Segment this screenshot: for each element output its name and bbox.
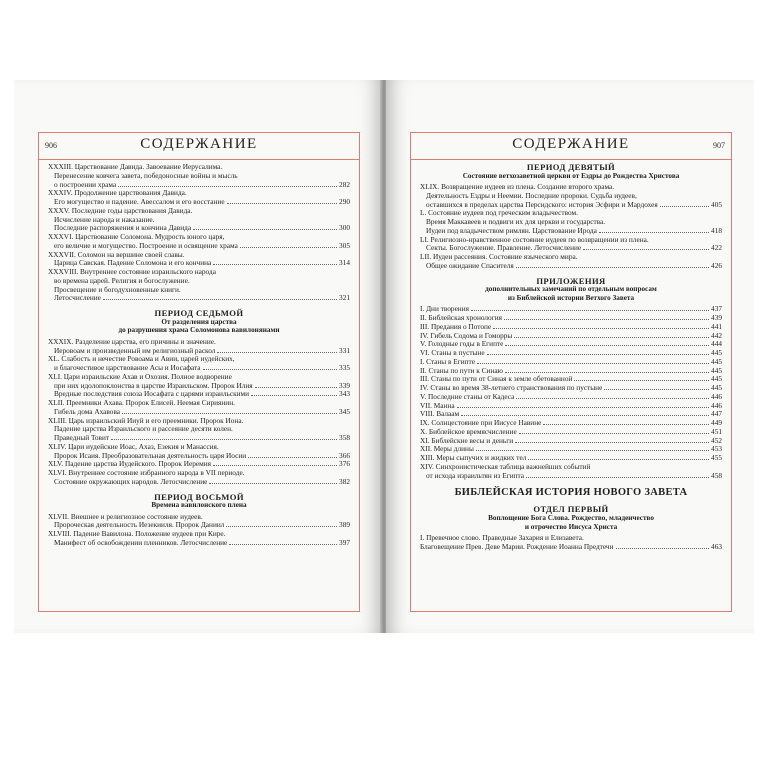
toc-line: Исчисление народа и наказание.	[54, 215, 155, 224]
toc-entry	[420, 262, 722, 271]
toc-entry	[48, 539, 350, 548]
section-heading	[48, 309, 350, 335]
toc-entry-text: VII. Манна	[420, 401, 455, 410]
dot-leader	[604, 389, 709, 390]
toc-entry-text: XLV. Падение царства Иудейского. Пророк Иеремия	[48, 460, 211, 469]
dot-leader	[516, 398, 709, 399]
toc-page-number: 445	[711, 348, 722, 358]
toc-page-number: 345	[339, 406, 350, 416]
toc-entry-text: от исхода израильтян из Египта	[426, 471, 525, 480]
toc-page-number: 389	[339, 520, 350, 530]
toc-page-number: 321	[339, 293, 350, 303]
dot-leader	[251, 395, 337, 396]
toc-entry	[48, 390, 350, 399]
dot-leader	[493, 328, 709, 329]
left-page-title: СОДЕРЖАНИЕ	[140, 136, 258, 152]
toc-entry	[420, 367, 722, 376]
toc-line: XLII. Преемники Ахава. Пророк Елисей. Неемая Сириянин.	[48, 399, 235, 408]
toc-entry-text: Царица Савская. Падение Соломона и его кончина	[54, 259, 212, 268]
toc-entry-text: и благочестивое царствование Асы и Иосафата	[54, 364, 201, 373]
section-subtitle: Времена вавилонского плена	[151, 501, 247, 510]
toc-entry	[48, 460, 350, 469]
toc-page-number: 439	[711, 313, 722, 323]
toc-entry-text: Секты. Богослужение. Правление. Летосчисление	[426, 244, 582, 253]
dot-leader	[487, 354, 709, 355]
toc-entry-text: его величие и могущество. Построение и освящение храма	[54, 241, 238, 250]
dot-leader	[477, 363, 709, 364]
toc-entry-text: Гибель дома Ахавова	[54, 407, 121, 416]
toc-entry	[420, 454, 722, 463]
section-heading	[420, 505, 722, 531]
section-title: ПЕРИОД ДЕВЯТЫЙ	[526, 162, 616, 172]
section-title: ПЕРИОД ВОСЬМОЙ	[154, 491, 244, 502]
toc-line: XLIII. Царь израильский Ииуй и его преемники. Пророк Иона.	[48, 416, 244, 425]
toc-entry	[48, 347, 350, 356]
toc-line: Перенесение ковчега завета, победоносные войны и мысль	[54, 171, 238, 180]
toc-page-number: 405	[711, 199, 722, 209]
toc-line: XLIX. Возвращение иудеев из плена. Создание второго храма.	[420, 183, 615, 192]
toc-line: XXXVIII. Внутреннее состояние израильского народа	[48, 268, 216, 276]
toc-line: I. Превечное слово. Праведные Захария и Елизавета.	[420, 534, 584, 543]
toc-page-number: 437	[711, 304, 722, 314]
toc-entry	[48, 478, 350, 487]
toc-entry	[420, 332, 722, 341]
toc-page-number: 422	[711, 243, 722, 253]
toc-entry	[48, 294, 350, 303]
toc-page-number: 376	[339, 459, 350, 469]
toc-page-number: 426	[711, 260, 722, 270]
toc-entry	[420, 393, 722, 402]
toc-line: L. Состояние иудеев под греческим владычеством.	[420, 209, 578, 218]
dot-leader	[217, 352, 337, 353]
toc-entry	[420, 314, 722, 323]
right-page	[386, 80, 754, 633]
toc-line: LI. Религиозно-нравственное состояние иудеев по возвращении из плена.	[420, 235, 649, 244]
toc-entry	[48, 224, 350, 233]
toc-entry-text: III. Предания о Потопе	[420, 322, 492, 331]
section-title: ОТДЕЛ ПЕРВЫЙ	[533, 504, 609, 515]
section-subtitle: из Библейской истории Ветхого Завета	[507, 293, 635, 302]
section-subtitle: Состояние ветхозаветной церкви от Ездры до Рождества Христова	[462, 171, 680, 180]
dot-leader	[213, 264, 337, 265]
toc-entry-text: II. Станы по пути к Синаю	[420, 366, 504, 375]
toc-entry-text: Летосчисление	[54, 294, 101, 303]
section-subtitle: до разрушения храма Соломонова вавилонянами	[118, 326, 280, 335]
toc-entry-text: V. Последние станы от Кадеса	[420, 392, 515, 401]
toc-page-number: 382	[339, 476, 350, 486]
section-heading	[420, 486, 722, 499]
dot-leader	[476, 450, 709, 451]
dot-leader	[519, 433, 709, 434]
left-toc-content	[48, 163, 350, 548]
toc-page-number: 343	[339, 389, 350, 399]
section-subtitle: От разделения царства	[161, 317, 237, 326]
toc-entry-text: XI. Библейские весы и деньги	[420, 436, 514, 445]
toc-entry-text: VIII. Валаам	[420, 410, 460, 419]
toc-page-number: 458	[711, 470, 722, 480]
right-page-frame	[410, 132, 732, 612]
section-subtitle: Воплощение Бога Слова. Рождество, младенчество	[488, 514, 654, 523]
toc-entry-text: X. Библейское времясчисление	[420, 427, 517, 436]
toc-entry-text: VI. Станы в пустыне	[420, 349, 485, 358]
toc-page-number: 331	[339, 345, 350, 355]
left-page-number: 906	[45, 141, 57, 150]
toc-entry	[420, 419, 722, 428]
toc-entry-text: Последние распоряжения и кончина Давида	[54, 224, 192, 233]
toc-line: XLVIII. Падение Вавилона. Положение иудеев при Кире.	[48, 530, 226, 539]
toc-entry-text: IV. Станы во время 38-летнего странствования по пустыне	[420, 384, 603, 393]
dot-leader	[226, 526, 337, 527]
toc-entry	[420, 410, 722, 419]
toc-line: XXXIV. Продолжение царствования Давида.	[48, 189, 187, 198]
toc-entry-text: I. Дни творения	[420, 305, 469, 314]
section-title: ПРИЛОЖЕНИЯ	[536, 275, 606, 286]
dot-leader	[111, 439, 337, 440]
dot-leader	[248, 457, 337, 458]
dot-leader	[255, 387, 337, 388]
dot-leader	[471, 310, 709, 311]
dot-leader	[660, 206, 709, 207]
dot-leader	[516, 267, 709, 268]
toc-entry-text: о построении храма	[54, 180, 117, 189]
toc-page-number: 300	[339, 223, 350, 233]
toc-entry	[420, 472, 722, 481]
section-heading	[420, 163, 722, 180]
toc-page-number: 397	[339, 537, 350, 547]
dot-leader	[543, 424, 709, 425]
dot-leader	[118, 186, 337, 187]
toc-line: XXXVII. Соломон на вершине своей славы.	[48, 250, 185, 259]
section-heading	[420, 277, 722, 303]
toc-line: XLVII. Внешнее и религиозное состояние иудеев.	[48, 512, 203, 521]
dot-leader	[229, 544, 337, 545]
dot-leader	[461, 415, 709, 416]
toc-entry	[48, 198, 350, 207]
toc-line: XL. Слабость и нечестие Ровоама и Авии, царей иудейских,	[48, 355, 235, 364]
toc-entry	[420, 543, 722, 552]
toc-entry-text: I. Станы в Египте	[420, 357, 475, 366]
toc-entry	[420, 437, 722, 446]
toc-page-number: 453	[711, 444, 722, 454]
section-title: ПЕРИОД СЕДЬМОЙ	[154, 308, 244, 318]
toc-entry-text: Состояние окружающих народов. Летосчисление	[54, 477, 208, 486]
section-subtitle: и отрочество Иисуса Христа	[524, 522, 618, 531]
toc-entry-text: IX. Солнцестояние при Иисусе Навине	[420, 419, 542, 428]
toc-page-number: 445	[711, 365, 722, 375]
toc-entry-text: Манифест об освобождении пленников. Летосчисление	[54, 538, 228, 547]
toc-entry	[48, 181, 350, 190]
toc-line: XXXVI. Царствование Соломона. Мудрость юного царя,	[48, 233, 225, 241]
left-page	[14, 80, 382, 633]
toc-line: Деятельность Ездры и Неемии. Последние пророки. Судьба иудеев,	[426, 191, 637, 200]
toc-entry	[420, 340, 722, 349]
toc-entry-text: V. Голодные годы в Египте	[420, 340, 504, 349]
dot-leader	[122, 413, 337, 414]
toc-entry	[420, 445, 722, 454]
toc-entry-text: оставшихся в пределах царства Персидского: история Эсфири и Мардохея	[426, 200, 658, 209]
dot-leader	[574, 380, 709, 381]
toc-page-number: 358	[339, 433, 350, 443]
dot-leader	[505, 345, 709, 346]
toc-line: Время Маккавеев и подвиги их для церкви и государства.	[426, 218, 606, 227]
toc-entry	[420, 349, 722, 358]
dot-leader	[227, 203, 337, 204]
dot-leader	[209, 483, 337, 484]
section-title: БИБЛЕЙСКАЯ ИСТОРИЯ НОВОГО ЗАВЕТА	[454, 487, 688, 499]
toc-entry-text: XIII. Меры сыпучих и жидких тел	[420, 454, 527, 463]
dot-leader	[203, 369, 338, 370]
section-heading	[48, 493, 350, 510]
toc-entry-text: Иудеи под владычеством римлян. Царствование Ирода	[426, 226, 597, 235]
dot-leader	[457, 407, 709, 408]
toc-entry	[420, 358, 722, 367]
toc-line: XXXIII. Царствование Давида. Завоевание Иерусалима.	[48, 163, 223, 171]
dot-leader	[103, 299, 337, 300]
toc-page-number: 290	[339, 197, 350, 206]
toc-line: XXXV. Последние годы царствования Давида.	[48, 206, 193, 215]
toc-entry	[420, 428, 722, 437]
right-page-number: 907	[713, 141, 725, 150]
toc-entry-text: при них идолопоклонства в царстве Израильском. Пророк Илия	[54, 381, 253, 390]
toc-page-number: 314	[339, 258, 350, 268]
toc-page-number: 463	[711, 542, 722, 551]
toc-entry	[420, 384, 722, 393]
toc-entry-text: Праведный Товит	[54, 434, 110, 443]
toc-page-number: 452	[711, 435, 722, 445]
toc-entry-text: Пророческая деятельность Иезекииля. Пророк Даниил	[54, 521, 225, 530]
toc-entry-text: IV. Гибель Содома и Гоморры	[420, 331, 513, 340]
toc-line: XLI. Цари израильские Ахав и Охозия. Полное водворение	[48, 372, 232, 381]
toc-entry-text: Вредные последствия союза Иосафата с царями израильскими	[54, 390, 250, 399]
toc-entry-text: III. Станы по пути от Синая к земле обетованной	[420, 375, 573, 384]
toc-page-number: 447	[711, 409, 722, 419]
toc-entry	[420, 244, 722, 253]
open-book	[14, 80, 754, 633]
toc-page-number: 305	[339, 240, 350, 250]
right-page-header	[411, 133, 731, 160]
dot-leader	[583, 249, 709, 250]
toc-page-number: 418	[711, 225, 722, 235]
toc-line: Падение царства Израильского и рассеяние десяти колен.	[54, 425, 233, 434]
left-page-frame	[38, 132, 360, 612]
toc-entry	[48, 382, 350, 391]
dot-leader	[526, 477, 709, 478]
toc-entry-text: Общее ожидание Спасителя	[426, 261, 514, 270]
toc-entry	[420, 201, 722, 210]
toc-page-number: 339	[339, 380, 350, 390]
toc-entry-text: II. Библейская хронология	[420, 314, 502, 323]
section-subtitle: дополнительных замечаний по отдельным вопросам	[485, 285, 657, 294]
toc-entry-text: Пророк Исаия. Преобразовательная деятельность царя Иосии	[54, 451, 247, 460]
toc-page-number: 445	[711, 356, 722, 366]
toc-entry	[420, 227, 722, 236]
toc-line: XLVI. Внутреннее состояние избранного народа в VII периоде.	[48, 469, 245, 478]
dot-leader	[213, 465, 337, 466]
dot-leader	[599, 232, 709, 233]
toc-entry	[48, 521, 350, 530]
toc-entry-text: XII. Меры длины	[420, 445, 474, 454]
toc-line: LII. Иудеи рассеяния. Состояние языческого мира.	[420, 253, 578, 262]
toc-entry-text: Его могущество и падение. Авессалом и его восстание	[54, 198, 225, 206]
dot-leader	[616, 548, 710, 549]
dot-leader	[240, 247, 337, 248]
toc-page-number: 446	[711, 391, 722, 401]
toc-entry	[420, 305, 722, 314]
toc-entry	[48, 242, 350, 251]
toc-page-number: 282	[339, 179, 350, 189]
toc-entry	[420, 402, 722, 411]
toc-entry	[48, 408, 350, 417]
toc-entry	[420, 323, 722, 332]
toc-page-number: 366	[339, 450, 350, 460]
toc-entry-text: Благовещение Прев. Деве Марии. Рождение Иоанна Предтечи	[420, 543, 614, 551]
toc-page-number: 335	[339, 363, 350, 373]
right-toc-content	[420, 163, 722, 552]
toc-line: во времена царей. Религия и богослужение.	[54, 276, 190, 285]
dot-leader	[515, 442, 709, 443]
toc-entry-text: Иеровоам и произведенный им религиозный раскол	[54, 346, 216, 355]
toc-page-number: 445	[711, 374, 722, 384]
toc-line: Просвещение и богодухновенные книги.	[54, 285, 181, 294]
toc-entry	[420, 375, 722, 384]
dot-leader	[528, 459, 709, 460]
left-page-header	[39, 133, 359, 160]
toc-entry	[48, 364, 350, 373]
toc-entry	[48, 452, 350, 461]
toc-entry	[48, 259, 350, 268]
toc-page-number: 455	[711, 453, 722, 463]
dot-leader	[505, 372, 709, 373]
toc-page-number: 445	[711, 383, 722, 393]
dot-leader	[514, 337, 709, 338]
toc-page-number: 446	[711, 400, 722, 410]
dot-leader	[193, 229, 337, 230]
toc-line: XXXIX. Разделение царства, его причины и значение.	[48, 337, 216, 346]
right-page-title: СОДЕРЖАНИЕ	[512, 136, 630, 152]
toc-entry	[48, 434, 350, 443]
dot-leader	[504, 319, 709, 320]
toc-page-number: 441	[711, 321, 722, 331]
toc-page-number: 449	[711, 418, 722, 428]
toc-page-number: 444	[711, 339, 722, 349]
toc-page-number: 442	[711, 330, 722, 340]
toc-line: XLIV. Цари иудейские Иоас, Ахаз, Езекия и Манассия.	[48, 442, 219, 451]
toc-line: XIV. Синхронистическая таблица важнейших событий	[420, 462, 591, 471]
toc-page-number: 451	[711, 426, 722, 436]
